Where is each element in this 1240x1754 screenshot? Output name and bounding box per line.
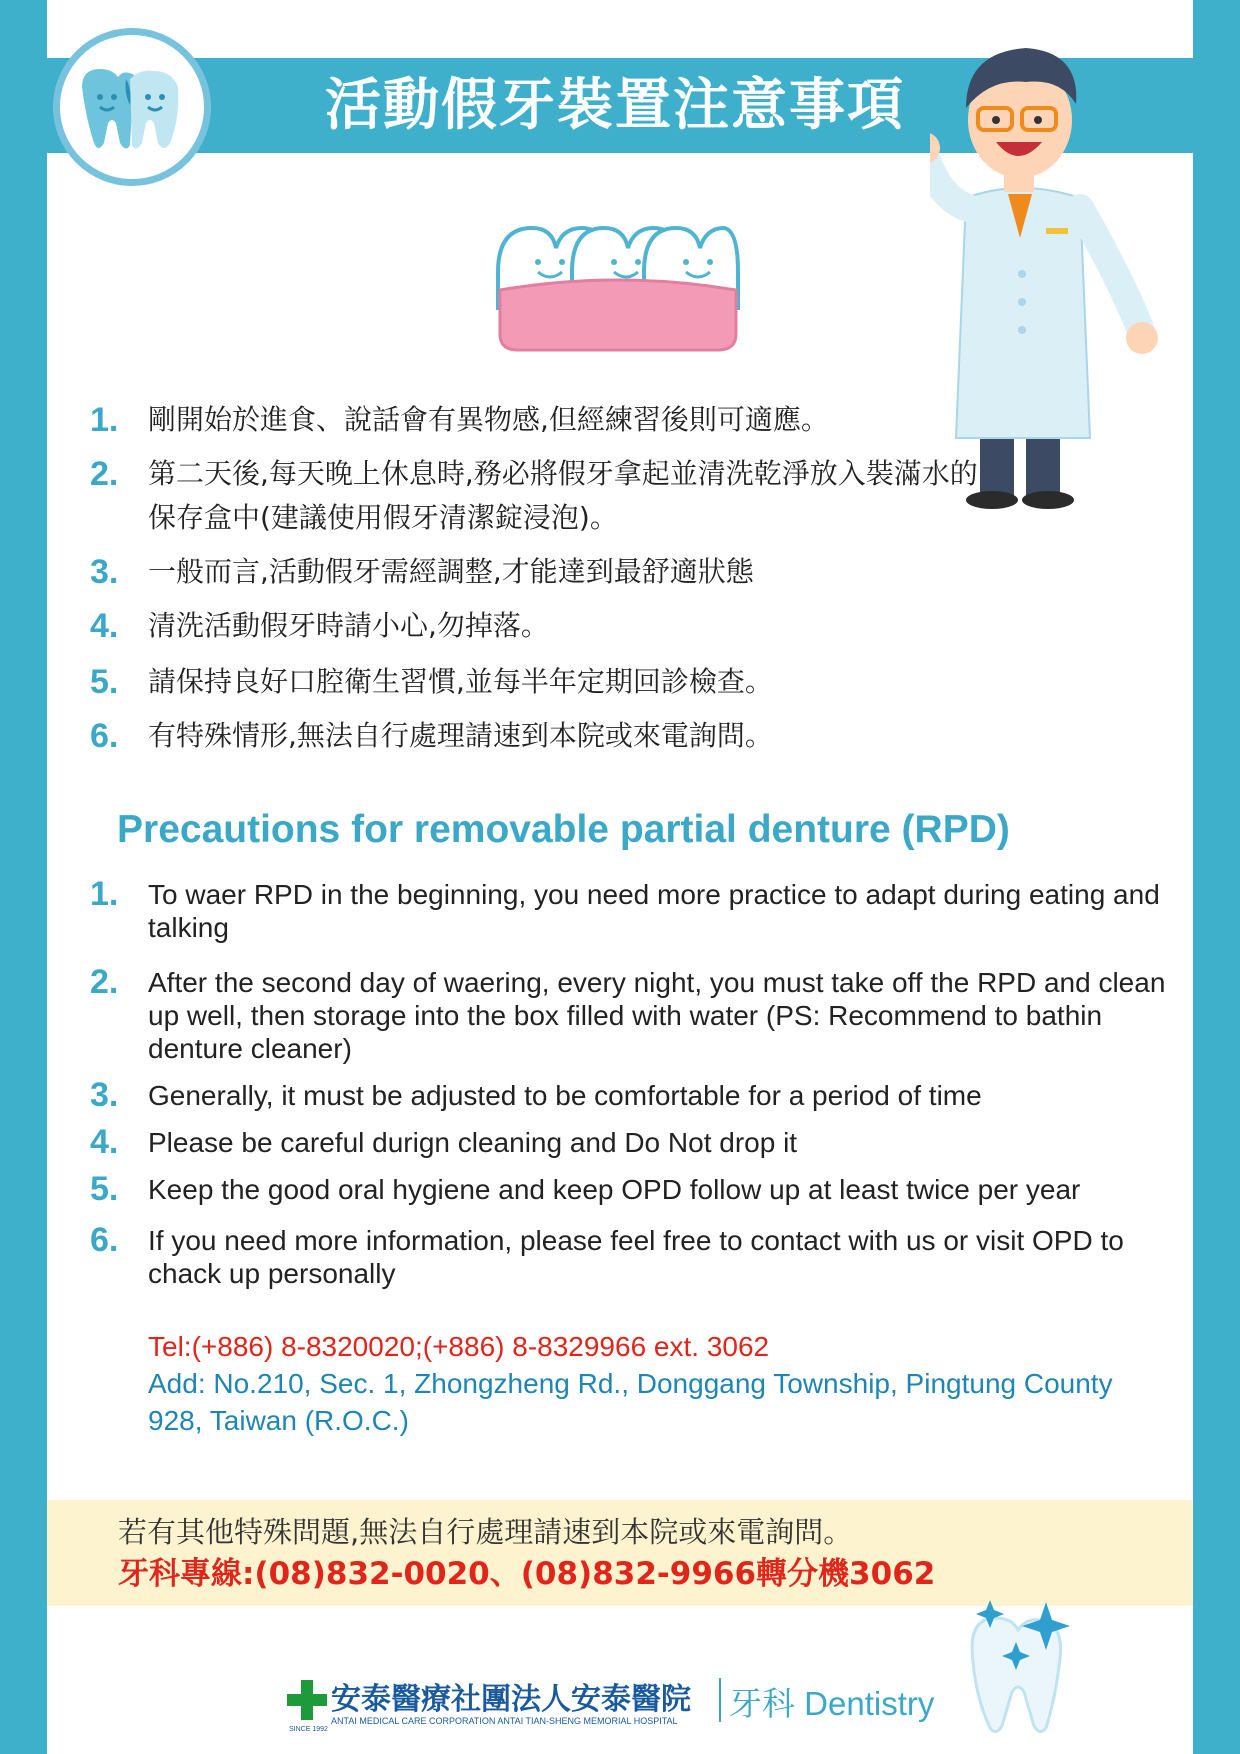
item-text: Generally, it must be adjusted to be comfortable for a period of time <box>148 1080 982 1111</box>
item-number: 3. <box>90 1076 119 1114</box>
item-number: 5. <box>90 663 119 701</box>
list-item <box>90 550 1050 594</box>
hospital-name-zh: 安泰醫療社團法人安泰醫院 <box>331 1682 691 1717</box>
item-number: 1. <box>90 401 119 439</box>
item-number: 1. <box>90 875 119 913</box>
en-precautions-list <box>90 875 1180 1290</box>
item-number: 5. <box>90 1170 119 1208</box>
hospital-cross-logo-icon <box>287 1680 327 1720</box>
notice-text: 若有其他特殊問題,無法自行處理請速到本院或來電詢問。 <box>118 1515 853 1549</box>
item-text: Keep the good oral hygiene and keep OPD follow up at least twice per year <box>148 1174 1081 1205</box>
item-number: 3. <box>90 553 119 591</box>
item-text: 第二天後,每天晚上休息時,務必將假牙拿起並清洗乾淨放入裝滿水的保存盒中(建議使用假牙清潔錠浸泡)。 <box>148 457 978 534</box>
item-number: 2. <box>90 963 119 1001</box>
list-item <box>90 1076 1180 1114</box>
sparkling-tooth-icon <box>960 1596 1080 1736</box>
zh-precautions-list <box>90 398 1050 758</box>
hospital-footer <box>287 1674 967 1734</box>
page-title: 活動假牙裝置注意事項 <box>325 73 905 138</box>
item-text: 有特殊情形,無法自行處理請速到本院或來電詢問。 <box>148 719 773 752</box>
en-section-title: Precautions for removable partial denture (RPD) <box>117 808 1010 851</box>
list-item <box>90 452 1050 540</box>
list-item <box>90 604 1050 648</box>
list-item <box>90 1170 1180 1208</box>
hospital-name-en: ANTAI MEDICAL CARE CORPORATION ANTAI TIAN-SHENG MEMORIAL HOSPITAL <box>331 1716 678 1726</box>
item-number: 6. <box>90 717 119 755</box>
list-item <box>90 714 1050 758</box>
item-text: 清洗活動假牙時請小心,勿掉落。 <box>148 609 549 642</box>
contact-info <box>148 1328 1148 1439</box>
item-text: Please be careful durign cleaning and Do Not drop it <box>148 1127 798 1158</box>
item-number: 4. <box>90 607 119 645</box>
item-text: 一般而言,活動假牙需經調整,才能達到最舒適狀態 <box>148 555 754 588</box>
item-text: If you need more information, please feel free to contact with us or visit OPD to chack up personally <box>148 1225 1124 1289</box>
item-number: 6. <box>90 1221 119 1259</box>
item-text: To waer RPD in the beginning, you need more practice to adapt during eating and talking <box>148 879 1160 943</box>
dental-hotline-text: 牙科專線:(08)832-0020、(08)832-9966轉分機3062 <box>118 1556 936 1592</box>
list-item <box>90 875 1180 944</box>
item-text: After the second day of waering, every night, you must take off the RPD and clean up well, then storage into the box filled with water (PS: Recommend to bathin denture cleaner) <box>148 967 1166 1064</box>
since-text: SINCE 1992 <box>289 1726 328 1733</box>
item-text: 剛開始於進食、說話會有異物感,但經練習後則可適應。 <box>148 403 829 436</box>
department-name: 牙科 Dentistry <box>729 1685 935 1722</box>
address-text: Add: No.210, Sec. 1, Zhongzheng Rd., Donggang Township, Pingtung County 928, Taiwan (R.O.C.) <box>148 1368 1113 1436</box>
smiling-teeth-logo-icon <box>53 28 211 186</box>
item-text: 請保持良好口腔衛生習慣,並每半年定期回診檢查。 <box>148 665 773 698</box>
list-item <box>90 1221 1180 1290</box>
list-item <box>90 660 1050 704</box>
item-number: 4. <box>90 1123 119 1161</box>
telephone-text: Tel:(+886) 8-8320020;(+886) 8-8329966 ext. 3062 <box>148 1331 770 1362</box>
denture-teeth-icon <box>492 218 744 358</box>
footer-divider <box>719 1678 721 1722</box>
item-number: 2. <box>90 455 119 493</box>
list-item <box>90 963 1180 1065</box>
list-item <box>90 1123 1180 1161</box>
list-item <box>90 398 1050 442</box>
